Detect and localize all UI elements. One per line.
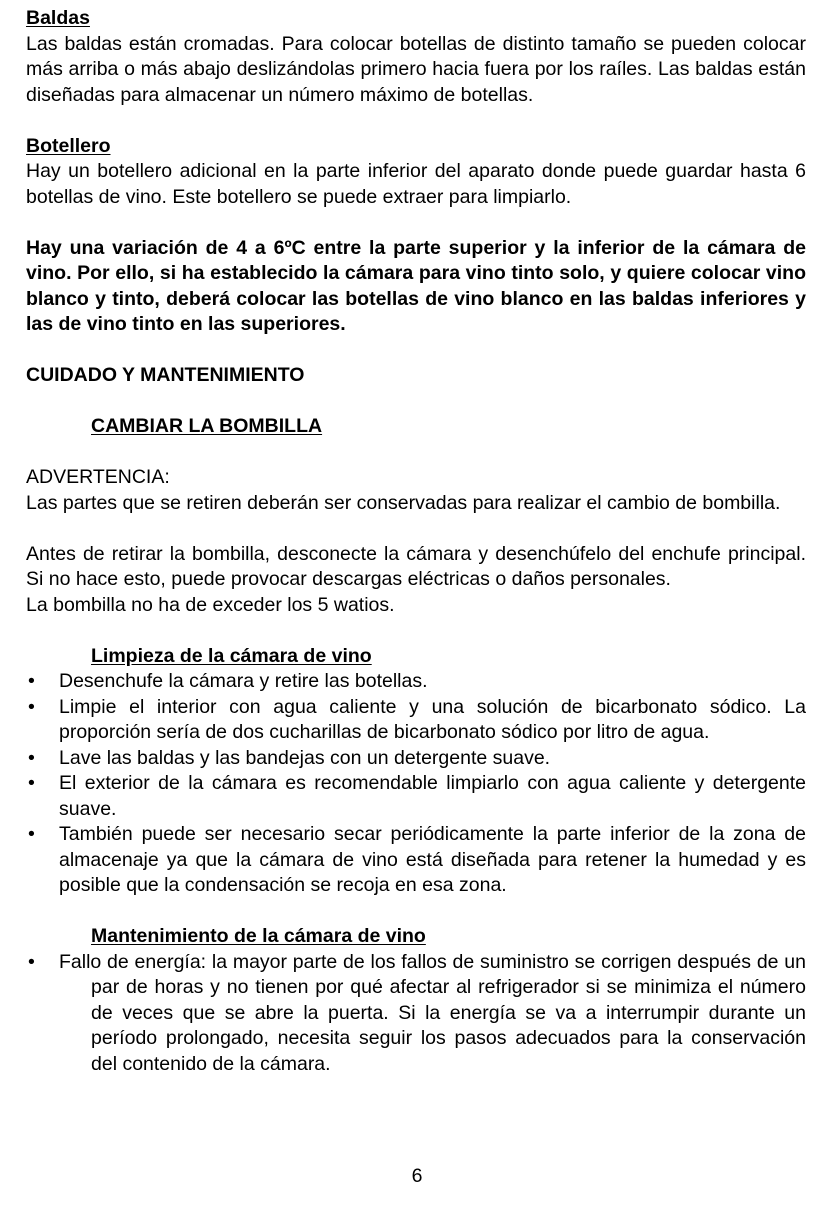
section-heading-cuidado: CUIDADO Y MANTENIMIENTO bbox=[26, 364, 305, 386]
list-item-text: Fallo de energía: la mayor parte de los fallos de suministro se corrigen después de un par de horas y no tienen por qué afectar al refrigerador si se minimiza el número de veces que se abre la puerta. Si la energía se va a interrumpir durante un período prolongado, necesita seguir los pasos adecuados para la conservación del contenido de la cámara. bbox=[59, 950, 806, 1075]
limpieza-list bbox=[26, 669, 806, 899]
paragraph-watios: La bombilla no ha de exceder los 5 watios. bbox=[26, 593, 395, 616]
spacer bbox=[26, 338, 806, 364]
paragraph-baldas: Las baldas están cromadas. Para colocar botellas de distinto tamaño se pueden colocar más arriba o más abajo deslizándolas primero hacia fuera por los raíles. Las baldas están diseñadas para almacenar un número máximo de botellas. bbox=[26, 32, 806, 106]
subsection-heading-limpieza bbox=[26, 644, 806, 670]
list-item bbox=[26, 950, 806, 1078]
paragraph-temperature-warning: Hay una variación de 4 a 6ºC entre la parte superior y la inferior de la cámara de vino. Por ello, si ha establecido la cámara para vino tinto solo, y quiere colocar vino blanco y tinto, deberá colocar las botellas de vino blanco en las baldas inferiores y las de vino tinto en las superiores. bbox=[26, 236, 806, 335]
subsection-heading-limpieza-text: Limpieza de la cámara de vino bbox=[91, 644, 372, 667]
spacer bbox=[26, 618, 806, 644]
spacer bbox=[26, 440, 806, 466]
paragraph-advertencia: Las partes que se retiren deberán ser conservadas para realizar el cambio de bombilla. bbox=[26, 491, 781, 514]
paragraph-botellero: Hay un botellero adicional en la parte inferior del aparato donde puede guardar hasta 6 botellas de vino. Este botellero se puede extraer para limpiarlo. bbox=[26, 160, 806, 208]
section-heading-baldas: Baldas bbox=[26, 7, 90, 29]
subsection-heading-mantenimiento bbox=[26, 924, 806, 950]
section-heading-botellero: Botellero bbox=[26, 134, 111, 157]
list-item bbox=[26, 695, 806, 746]
paragraph-antes-retirar: Antes de retirar la bombilla, desconecte la cámara y desenchúfelo del enchufe principal. Si no hace esto, puede provocar descargas eléctricas o daños personales. bbox=[26, 542, 806, 590]
advertencia-label: ADVERTENCIA: bbox=[26, 466, 170, 488]
list-item bbox=[26, 669, 806, 695]
list-item-text: Lave las baldas y las bandejas con un detergente suave. bbox=[59, 746, 551, 769]
bullet-icon: • bbox=[28, 772, 35, 794]
spacer bbox=[26, 516, 806, 542]
list-item bbox=[26, 771, 806, 822]
subsection-heading-bombilla bbox=[26, 414, 806, 440]
spacer bbox=[26, 389, 806, 415]
list-item-text: El exterior de la cámara es recomendable limpiarlo con agua caliente y detergente suave. bbox=[59, 772, 806, 820]
list-item-text: Limpie el interior con agua caliente y una solución de bicarbonato sódico. La proporción sería de dos cucharillas de bicarbonato sódico por litro de agua. bbox=[59, 695, 806, 743]
subsection-heading-bombilla-text: CAMBIAR LA BOMBILLA bbox=[91, 415, 323, 437]
list-item-text: También puede ser necesario secar periódicamente la parte inferior de la zona de almacenaje ya que la cámara de vino está diseñada para retener la humedad y es posible que la condensación se recoja en esa zona. bbox=[59, 823, 806, 896]
bullet-icon: • bbox=[28, 823, 35, 845]
document-page bbox=[26, 6, 806, 1077]
subsection-heading-mantenimiento-text: Mantenimiento de la cámara de vino bbox=[91, 925, 426, 947]
bullet-icon: • bbox=[28, 695, 35, 718]
bullet-icon: • bbox=[28, 670, 35, 692]
spacer bbox=[26, 210, 806, 236]
spacer bbox=[26, 108, 806, 134]
list-item bbox=[26, 822, 806, 899]
spacer bbox=[26, 899, 806, 925]
bullet-icon: • bbox=[28, 746, 35, 769]
page-number: 6 bbox=[411, 1165, 423, 1187]
list-item-text: Desenchufe la cámara y retire las botellas. bbox=[59, 670, 428, 692]
list-item bbox=[26, 746, 806, 772]
bullet-icon: • bbox=[28, 950, 35, 973]
